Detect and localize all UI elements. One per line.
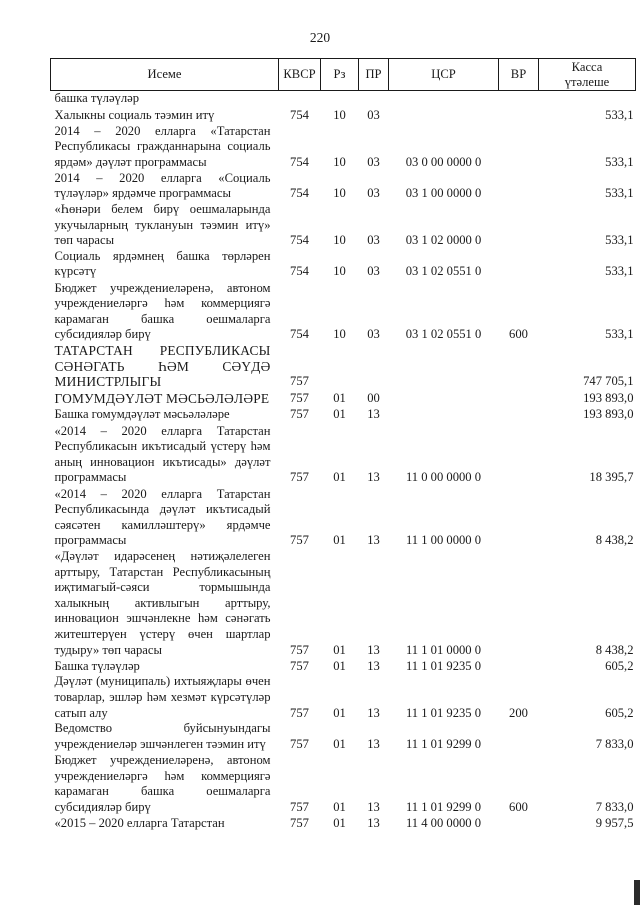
cell-kvsr: 757	[290, 736, 309, 751]
cell-sum: 747 705,1	[583, 374, 634, 389]
cell-pr	[359, 91, 389, 107]
cell-vr	[499, 91, 539, 107]
cell-pr: 13	[367, 658, 380, 673]
table-row	[51, 390, 636, 407]
cell-kvsr: 757	[290, 391, 309, 406]
cell-pr: 00	[367, 391, 380, 406]
cell-sum: 533,1	[605, 233, 634, 248]
cell-sum: 193 893,0	[583, 391, 634, 406]
scan-edge-mark	[634, 880, 640, 905]
cell-rz	[321, 343, 359, 390]
cell-rz: 10	[333, 233, 346, 248]
cell-kvsr: 757	[290, 815, 309, 830]
cell-pr: 03	[367, 108, 380, 122]
header-csr: ЦСР	[389, 59, 499, 91]
table-row	[51, 249, 636, 280]
cell-kvsr: 757	[290, 470, 309, 485]
cell-pr: 13	[367, 642, 380, 657]
cell-sum: 9 957,5	[595, 815, 634, 830]
header-sum	[539, 59, 636, 91]
cell-name: ГОМУМДӘҮЛӘТ МӘСЬӘЛӘЛӘРЕ	[54, 391, 270, 407]
cell-rz: 01	[333, 658, 346, 673]
cell-csr	[389, 91, 499, 107]
cell-name: Бюджет учреждениеләренә, автоном учреждениеләргә һәм коммерциягә карамаган башка оешмаларга субсидияләр бирү	[54, 280, 271, 342]
cell-rz: 01	[333, 533, 346, 548]
cell-pr: 13	[367, 815, 380, 830]
cell-sum	[539, 91, 636, 107]
table-row	[51, 752, 636, 815]
cell-pr: 03	[367, 327, 380, 342]
table-row	[51, 407, 636, 423]
cell-vr	[499, 124, 539, 171]
header-name: Исеме	[51, 59, 279, 91]
cell-sum: 18 395,7	[589, 470, 634, 485]
cell-kvsr: 757	[290, 407, 309, 422]
cell-sum: 605,2	[605, 658, 634, 673]
cell-sum: 7 833,0	[595, 799, 634, 814]
cell-csr: 11 1 00 0000 0	[405, 533, 482, 548]
cell-csr: 11 4 00 0000 0	[405, 815, 482, 830]
cell-csr: 03 1 02 0551 0	[405, 327, 482, 342]
cell-kvsr: 757	[290, 705, 309, 720]
cell-rz: 01	[333, 815, 346, 830]
cell-pr: 13	[367, 533, 380, 548]
table-body	[51, 91, 636, 832]
cell-pr: 03	[367, 264, 380, 279]
cell-vr	[499, 815, 539, 831]
cell-rz: 10	[333, 108, 346, 122]
cell-vr: 600	[509, 799, 528, 814]
cell-name: «Дәүләт идарәсенең нәтиҗәлелеген арттыру, Татарстан Республикасының иҗтимагый-сәяси тормышында халыкның активлыгын арттыру, инновацион эшчәнлекне һәм сәнәгать житештерүен үстерү өчен шартлар тудыру» төп чарасы	[54, 548, 271, 657]
cell-csr: 11 1 01 9299 0	[405, 799, 482, 814]
cell-name: Башка түләүләр	[54, 658, 140, 673]
cell-csr	[389, 407, 499, 423]
cell-kvsr: 754	[290, 186, 309, 201]
cell-name: «2014 – 2020 елларга Татарстан Республикасында дәүләт икътисадый сәясәтен камилләштерү» ярдәмче программасы	[54, 486, 271, 548]
table-row	[51, 343, 636, 390]
cell-kvsr: 757	[290, 533, 309, 548]
cell-rz: 10	[333, 327, 346, 342]
cell-pr: 13	[367, 799, 380, 814]
cell-kvsr: 757	[290, 642, 309, 657]
header-sum-line2: үтәлеше	[564, 74, 610, 89]
cell-sum: 533,1	[605, 155, 634, 169]
cell-csr	[389, 390, 499, 407]
cell-name: Ведомство буйсынуындагы учреждениеләр эшчәнлеген тәэмин итү	[54, 721, 271, 751]
header-sum-line1: Касса	[571, 59, 603, 74]
cell-rz	[321, 91, 359, 107]
cell-name: «Һөнәри белем бирү оешмаларында укучыларның туклануын тәэмин итү» төп чарасы	[54, 202, 271, 248]
cell-name: 2014 – 2020 елларга «Татарстан Республикасы гражданнарына социаль ярдәм» дәүләт программасы	[54, 123, 271, 169]
table-row	[51, 91, 636, 107]
table-row	[51, 674, 636, 721]
cell-vr: 600	[509, 327, 528, 342]
cell-kvsr: 754	[290, 233, 309, 248]
cell-pr: 13	[367, 705, 380, 720]
cell-csr: 11 1 01 9235 0	[405, 658, 482, 673]
table-row	[51, 658, 636, 674]
cell-sum: 605,2	[605, 705, 634, 720]
cell-rz: 01	[333, 736, 346, 751]
cell-rz: 01	[333, 470, 346, 485]
cell-kvsr: 754	[290, 327, 309, 342]
table-row	[51, 815, 636, 831]
cell-csr	[389, 107, 499, 124]
cell-vr	[499, 486, 539, 549]
cell-kvsr: 754	[290, 108, 309, 122]
header-rz: Рз	[321, 59, 359, 91]
cell-vr	[499, 658, 539, 674]
cell-vr	[499, 423, 539, 486]
cell-name: ТАТАРСТАН РЕСПУБЛИКАСЫ СӘНӘГАТЬ ҺӘМ СӘҮДӘ МИНИСТРЛЫГЫ	[54, 343, 271, 390]
cell-rz: 10	[333, 264, 346, 279]
cell-sum: 193 893,0	[583, 407, 634, 422]
cell-pr: 03	[367, 186, 380, 201]
cell-name: Бюджет учреждениеләренә, автоном учреждениеләргә һәм коммерциягә карамаган башка оешмаларга субсидияләр бирү	[54, 752, 271, 814]
cell-sum: 7 833,0	[595, 736, 634, 751]
cell-csr: 03 1 02 0551 0	[405, 264, 482, 279]
cell-vr	[499, 107, 539, 124]
cell-csr: 03 1 02 0000 0	[405, 233, 482, 248]
table-row	[51, 486, 636, 549]
cell-vr	[499, 390, 539, 407]
cell-pr: 03	[367, 155, 380, 169]
cell-name: Халыкны социаль тәэмин итү	[54, 108, 215, 122]
cell-sum: 8 438,2	[595, 642, 634, 657]
cell-rz: 01	[333, 799, 346, 814]
cell-name: Социаль ярдәмнең башка төрләрен күрсәтү	[54, 248, 271, 279]
cell-sum: 533,1	[605, 186, 634, 201]
cell-kvsr: 754	[290, 155, 309, 169]
table-row	[51, 549, 636, 658]
cell-pr: 03	[367, 233, 380, 248]
cell-pr	[359, 343, 389, 390]
cell-sum: 533,1	[605, 108, 634, 122]
cell-name: «2015 – 2020 елларга Татарстан	[54, 815, 225, 830]
cell-rz: 01	[333, 642, 346, 657]
table-row	[51, 171, 636, 202]
cell-kvsr	[279, 91, 321, 107]
cell-vr	[499, 721, 539, 752]
cell-kvsr: 757	[290, 658, 309, 673]
cell-kvsr: 757	[290, 799, 309, 814]
table-row	[51, 202, 636, 249]
cell-vr	[499, 249, 539, 280]
cell-vr: 200	[509, 705, 528, 720]
cell-name: «2014 – 2020 елларга Татарстан Республикасын икътисадый үстерү һәм аның инновацион икътисады» дәүләт программасы	[54, 423, 271, 485]
cell-csr	[389, 343, 499, 390]
cell-sum: 533,1	[605, 264, 634, 279]
header-pr: ПР	[359, 59, 389, 91]
cell-vr	[499, 343, 539, 390]
cell-name: башка түләүләр	[54, 91, 140, 105]
page-number: 220	[309, 30, 331, 45]
header-kvsr: КВСР	[279, 59, 321, 91]
cell-name: 2014 – 2020 елларга «Социаль түләүләр» ярдәмче программасы	[54, 170, 271, 201]
cell-vr	[499, 171, 539, 202]
cell-sum: 533,1	[605, 327, 634, 342]
cell-csr: 11 1 01 9299 0	[405, 736, 482, 751]
table-row	[51, 124, 636, 171]
table-row	[51, 721, 636, 752]
cell-rz: 10	[333, 186, 346, 201]
cell-rz: 01	[333, 705, 346, 720]
table-header	[51, 59, 636, 91]
cell-kvsr: 754	[290, 264, 309, 279]
cell-rz: 01	[333, 407, 346, 422]
cell-vr	[499, 549, 539, 658]
header-vr: ВР	[499, 59, 539, 91]
cell-csr: 11 0 00 0000 0	[405, 470, 482, 485]
table-row	[51, 423, 636, 486]
cell-name: Дәүләт (муниципаль) ихтыяҗлары өчен товарлар, эшләр һәм хезмәт күрсәтүләр сатып алу	[54, 674, 271, 720]
cell-pr: 13	[367, 470, 380, 485]
cell-vr	[499, 202, 539, 249]
cell-sum: 8 438,2	[595, 533, 634, 548]
cell-csr: 03 1 00 0000 0	[405, 186, 482, 201]
cell-csr: 11 1 01 9235 0	[405, 705, 482, 720]
cell-rz: 01	[333, 391, 346, 406]
cell-kvsr: 757	[290, 374, 309, 389]
cell-rz: 10	[333, 155, 346, 169]
cell-pr: 13	[367, 736, 380, 751]
table-row	[51, 107, 636, 124]
budget-table	[50, 58, 636, 831]
cell-pr: 13	[367, 407, 380, 422]
cell-csr: 11 1 01 0000 0	[405, 642, 482, 657]
cell-vr	[499, 407, 539, 423]
table-row	[51, 280, 636, 343]
cell-name: Башка гомумдәүләт мәсьәләләре	[54, 407, 230, 422]
cell-csr: 03 0 00 0000 0	[405, 155, 482, 169]
